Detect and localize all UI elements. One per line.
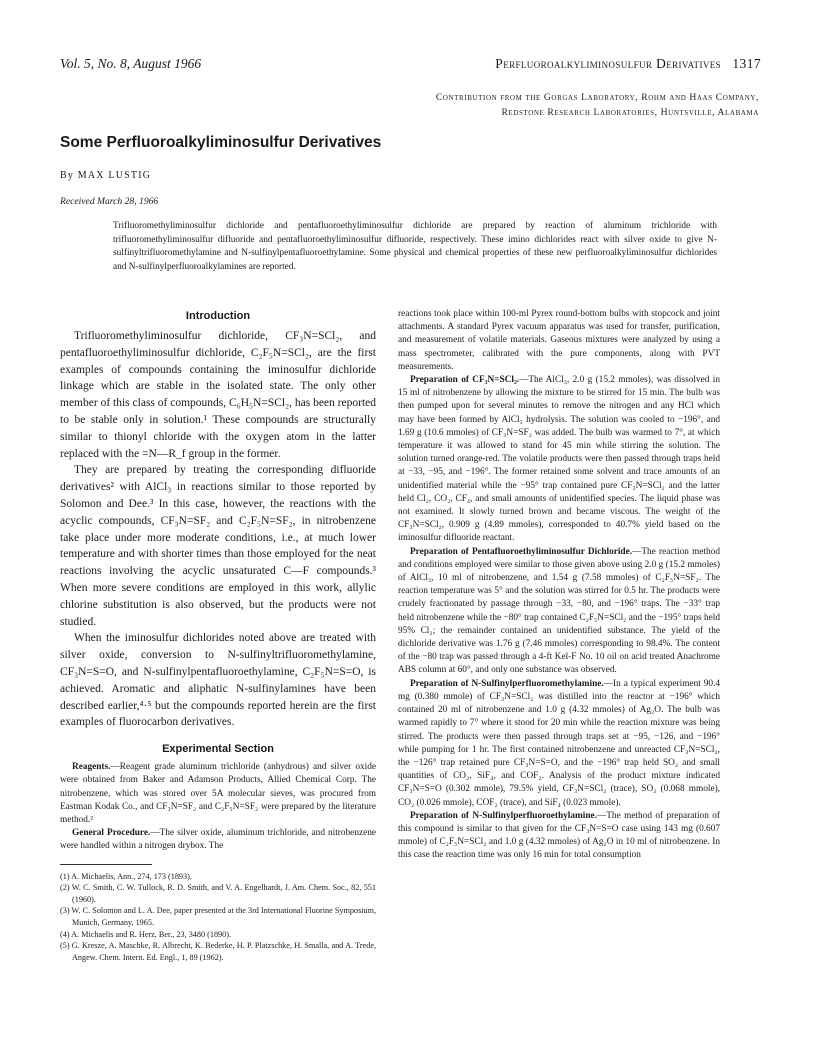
- prep-sulfinylmethyl-title: Preparation of N-Sulfinylperfluoromethylamine.: [410, 678, 604, 689]
- prep-sulfinylmethyl-text: —In a typical experiment 90.4 mg (0.380 mmole) of CF₃N=SCl₂ was distilled into the reactor at −196° which contained 20 ml of nitrobenzene and 1.0 g (4.32 mmoles) of Ag₂O. The bulb was warmed rapidly to 7° where it stood for 20 min while the reaction mixture was being stirred. The products were then passed through traps set at −95, −126, and −196° while pumping for 1 hr. The first contained nitrobenzene and unreacted CF₃N=SCl₂, the −126° trap retained pure CF₃N=S=O, and the −196° trap held SO₂ and small quantities of CO₂, SiF₄, and COF₂. Analysis of the product mixture indicated CF₃N=S=O (0.302 mmole), 79.5% yield, CF₃N=SCl₂ (trace), SO₂ (0.068 mmole), CO₂ (0.026 mmole), COF₂ (trace), and SiF₄ (0.023 mmole).: [398, 678, 720, 808]
- prep-sulfinylethyl-text: —The method of preparation of this compound is similar to that given for the CF₃N=S=O case using 143 mg (0.607 mmole) of C₂F₅N=SCl₂ and 1.0 g (4.32 mmoles) of Ag₂O in 10 ml of nitrobenzene. In this case the reaction time was only 16 min for total consumption: [398, 810, 720, 861]
- contribution-line-1: Contribution from the Gorgas Laboratory, Rohm and Haas Company,: [435, 92, 759, 103]
- journal-volume: Vol. 5, No. 8, August 1966: [60, 56, 202, 71]
- received-date: Received March 28, 1966: [60, 196, 159, 207]
- prep-cf3nscl2-title: Preparation of CF₃N=SCl₂.: [410, 375, 520, 386]
- page-number: 1317: [732, 56, 761, 71]
- contribution-line-2: Redstone Research Laboratories, Huntsville, Alabama: [501, 107, 759, 118]
- prep-sulfinylmethyl-paragraph: [398, 678, 720, 810]
- intro-paragraph-2: They are prepared by treating the corresponding difluoride derivatives² with AlCl₃ in reactions similar to those reported by Solomon and Dee.³ In this case, however, the reactions with the acyclic compounds, CF₃N=SF₂ and C₂F₅N=SF₂, in nitrobenzene take place under more moderate conditions, i.e., at much lower temperature and with shorter times than those employed for the neat reactions involving the acyclic unsaturated C—F compounds.³ When more severe conditions are employed in this work, allylic chlorine substitution is also observed, but the products were not studied.: [60, 464, 376, 628]
- intro-paragraph-1: Trifluoromethyliminosulfur dichloride, CF₃N=SCl₂, and pentafluoroethyliminosulfur dichloride, C₂F₅N=SCl₂, are the first examples of compounds containing the iminosulfur dichloride linkage which are stable in the isolated state. The only other member of this class of compounds, C₆H₅N=SCl₂, has been reported to be stable only in solution.¹ These compounds are structurally similar to thionyl chloride with the oxygen atom in the latter replaced with the =N—R_f group in the former.: [60, 330, 376, 460]
- intro-paragraph-3: When the iminosulfur dichlorides noted above are treated with silver oxide, conversion to N-sulfinyltrifluoromethylamine, CF₃N=S=O, and N-sulfinylpentafluoroethylamine, C₂F₅N=S=O, is achieved. Aromatic and aliphatic N-sulfinylamines have been described earlier,⁴·⁵ but the compounds reported herein are the first examples of fluorocarbon derivatives.: [60, 632, 376, 729]
- introduction-heading: Introduction: [185, 310, 251, 322]
- running-title: Perfluoroalkyliminosulfur Derivatives: [495, 56, 722, 71]
- footnote-divider: [60, 864, 152, 865]
- prep-cf3nscl2-paragraph: [398, 374, 720, 546]
- prep-pentafluoroethyl-title: Preparation of Pentafluoroethyliminosulfur Dichloride.: [410, 546, 633, 557]
- abstract: Trifluoromethyliminosulfur dichloride and pentafluoroethyliminosulfur dichloride are prepared by reaction of aluminum trichloride with trifluoromethyliminosulfur difluoride and pentafluoroethyliminosulfur difluoride, respectively. These imino dichlorides react with silver oxide to give N-sulfinyltrifluoromethylamine and N-sulfinylpentafluoroethylamine. Some physical and chemical properties of these new perfluoroalkyliminosulfur dichlorides and N-sulfinylperfluoroalkylamines are reported.: [113, 221, 717, 272]
- footnote-5: (5) G. Kresze, A. Maschke, R. Albrecht, K. Bederke, H. P. Platzschke, H. Smalla, and A. Trede, Angew. Chem. Intern. Ed. Engl., 1, 89 (1962).: [60, 941, 376, 962]
- reagents-paragraph: [60, 761, 376, 827]
- general-procedure-paragraph: [60, 827, 376, 853]
- reagents-text: —Reagent grade aluminum trichloride (anhydrous) and silver oxide were obtained from Baker and Adamson Products, Allied Chemical Corp. The nitrobenzene, which was stored over 5A molecular sieves, was procured from Eastman Kodak Co., and CF₃N=SF₂ and C₂F₅N=SF₂ were prepared by the literature method.²: [60, 762, 376, 825]
- prep-sulfinylethyl-paragraph: [398, 810, 720, 863]
- right-column: [398, 308, 720, 1048]
- footnote-2: (2) W. C. Smith, C. W. Tullock, R. D. Smith, and V. A. Engelhardt, J. Am. Chem. Soc., 82, 551 (1960).: [60, 883, 376, 904]
- general-procedure-text: —The silver oxide, aluminum trichloride, and nitrobenzene were handled within a nitrogen drybox. The: [60, 828, 376, 852]
- prep-pentafluoroethyl-text: —The reaction method and conditions employed were similar to those given above using 2.0 g (15.2 mmoles) of AlCl₃, 10 ml of nitrobenzene, and 1.54 g (7.58 mmoles) of C₂F₅N=SF₂. The reaction temperature was 5° and the solution was stirred for 0.5 hr. The products were crudely fractionated by passage through −33, −80, and −196° traps. The −33° trap held nitrobenzene while the −80° trap contained C₂F₅N=SCl₂ and the −195° traps held 95% Cl₂; the remainder contained an unidentified substance. The yield of the dichloride derivative was 1.76 g (7.46 mmoles) corresponding to 98.4%. The content of the −80 trap was passed through a 4-ft Kel-F No. 10 oil on acid treated Anachrome ABS column at 60°, and only one substance was observed.: [398, 546, 720, 676]
- contribution-note: [299, 90, 759, 120]
- footnote-4: (4) A. Michaelis and R. Herz, Ber., 23, 3480 (1890).: [60, 929, 231, 939]
- reagents-title: Reagents.: [72, 762, 111, 773]
- footnote-1: (1) A. Michaelis, Ann., 274, 173 (1893).: [60, 871, 192, 881]
- left-column: [60, 308, 376, 1044]
- article-title: Some Perfluoroalkyliminosulfur Derivatives: [60, 134, 382, 151]
- prep-cf3nscl2-text: —The AlCl₃, 2.0 g (15.2 mmoles), was dissolved in 15 ml of nitrobenzene by allowing the mixture to be stirred for 15 min. The bulb was then pumped upon for several minutes to remove the nitrogen and any HCl which may have been formed by AlCl₃ hydrolysis. The solution was cooled to −196°, and 1.69 g (10.6 mmoles) of CF₃N=SF₂ was added. The bulb was warmed to 7°, at which temperature it was allowed to stand for 45 min while stirring the solution. The solution turned orange-red. The volatile products were then passed through traps held at −33, −95, and −196°. The former retained some solvent and trace amounts of an unidentified material while the −95° trap contained pure CF₃N=SCl₂ and the latter held Cl₂, CO₂, CF₄, and small amounts of unidentified species. The liquid phase was not examined. It slowly turned brown and became viscous. The weight of the CF₃N=SCl₂, 0.909 g (4.89 mmoles), corresponded to 40.7% yield based on the iminosulfur difluoride reactant.: [398, 375, 720, 544]
- running-header: [495, 56, 761, 72]
- author-byline: By MAX LUSTIG: [60, 170, 152, 181]
- general-procedure-continued: reactions took place within 100-ml Pyrex round-bottom bulbs with stopcock and joint attachments. A standard Pyrex vacuum apparatus was used for transfer, purification, and measurement of volatile materials. Gaseous mixtures were analyzed by using a mass spectrometer, calibrated with the pure components, along with PVT measurements.: [398, 309, 720, 372]
- experimental-heading: Experimental Section: [162, 743, 274, 756]
- general-procedure-title: General Procedure.: [72, 828, 151, 839]
- prep-pentafluoroethyl-paragraph: [398, 546, 720, 678]
- prep-sulfinylethyl-title: Preparation of N-Sulfinylperfluoroethylamine.: [410, 810, 597, 821]
- footnote-3: (3) W. C. Solomon and L. A. Dee, paper presented at the 3rd International Fluorine Symposium, Munich, Germany, 1965.: [60, 906, 376, 927]
